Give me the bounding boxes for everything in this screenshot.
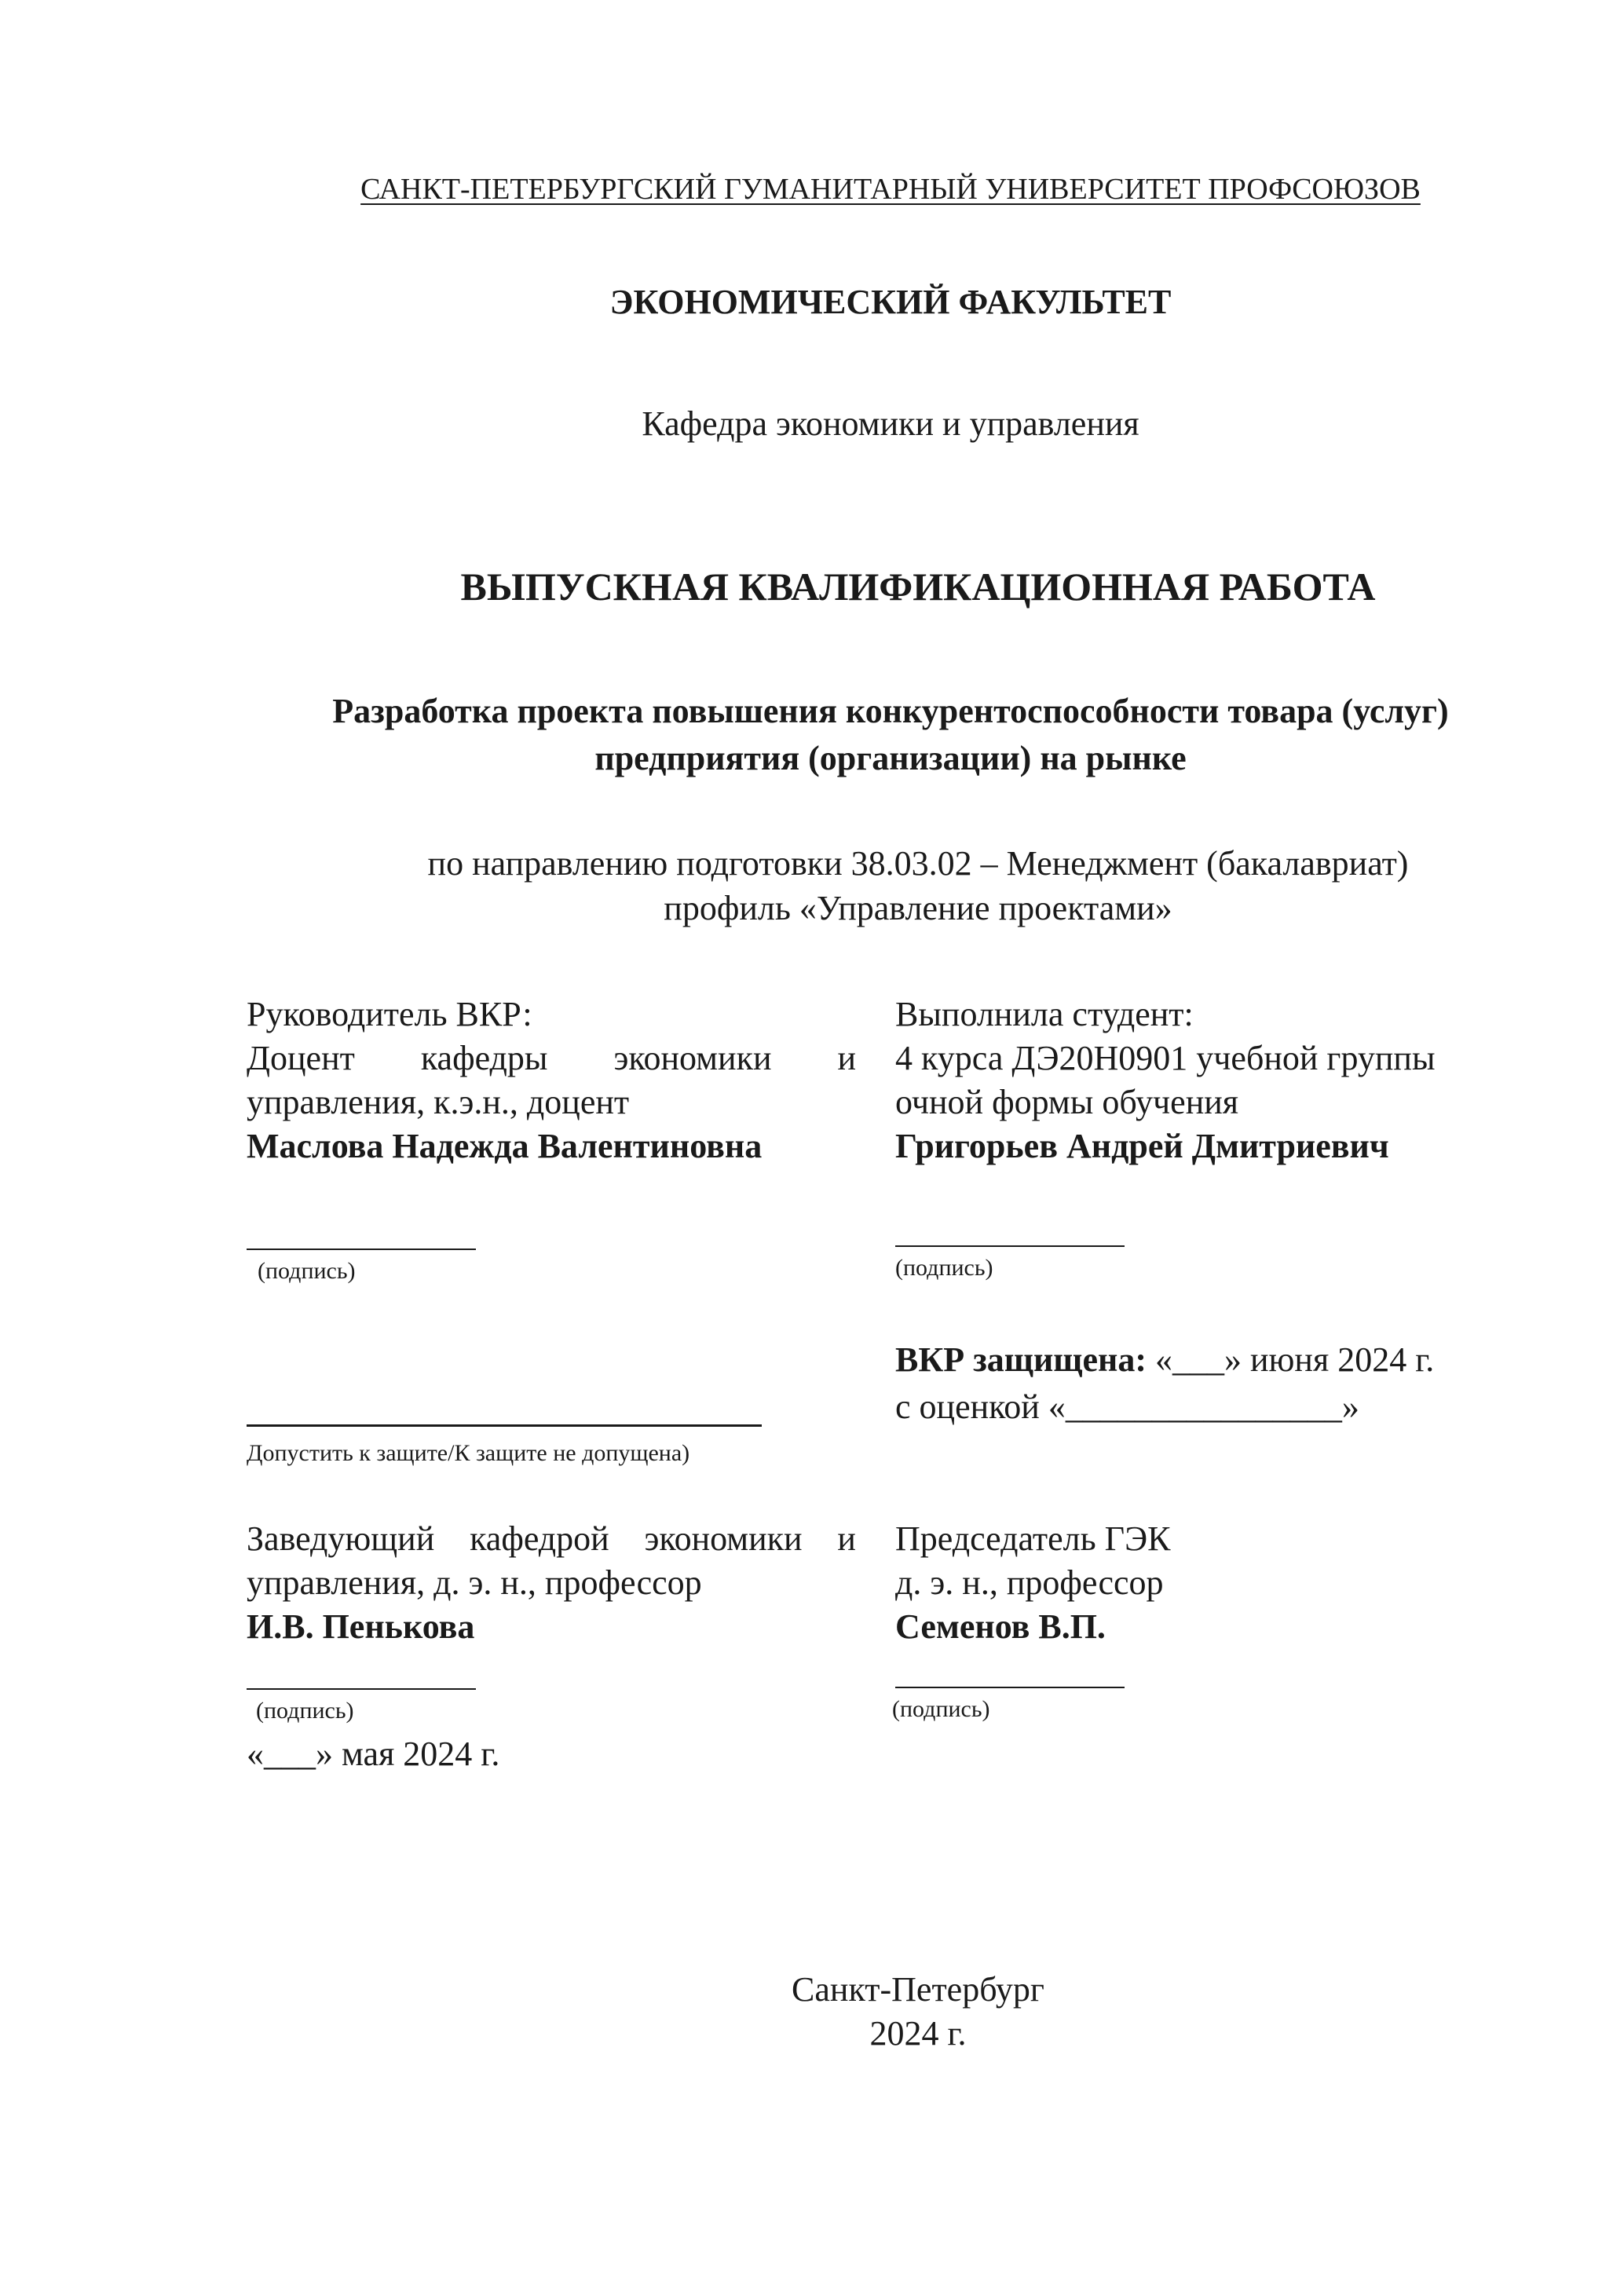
defense-label: ВКР защищена: <box>895 1340 1147 1379</box>
head-position-line-2: управления, д. э. н., профессор <box>247 1563 702 1602</box>
head-date: «___» мая 2024 г. <box>247 1735 500 1773</box>
head-position-word: кафедрой <box>470 1519 609 1558</box>
head-position-word: экономики <box>644 1519 803 1558</box>
faculty-name: ЭКОНОМИЧЕСКИЙ ФАКУЛЬТЕТ <box>609 283 1172 321</box>
student-name: Григорьев Андрей Дмитриевич <box>895 1127 1389 1165</box>
head-signature-line <box>247 1688 476 1690</box>
study-direction: по направлению подготовки 38.03.02 – Менеджмент (бакалавриат) <box>427 844 1409 883</box>
supervisor-position-word: и <box>837 1039 856 1077</box>
head-position-line-1 <box>247 1519 856 1558</box>
supervisor-signature-label: (подпись) <box>258 1258 356 1284</box>
head-signature-label: (подпись) <box>256 1698 354 1724</box>
footer-year: 2024 г. <box>869 2014 967 2053</box>
supervisor-signature-line <box>247 1249 476 1250</box>
chairman-position-line-2: д. э. н., профессор <box>895 1563 1164 1602</box>
footer-city: Санкт-Петербург <box>792 1970 1044 2009</box>
study-profile: профиль «Управление проектами» <box>664 889 1172 927</box>
supervisor-position-word: кафедры <box>420 1039 548 1077</box>
university-name: САНКТ-ПЕТЕРБУРГСКИЙ ГУМАНИТАРНЫЙ УНИВЕРСИТЕТ ПРОФСОЮЗОВ <box>360 173 1421 206</box>
head-position-word: и <box>837 1519 856 1558</box>
chairman-signature-line <box>895 1687 1125 1688</box>
admission-signature-line <box>247 1424 762 1427</box>
student-signature-label: (подпись) <box>895 1255 993 1281</box>
head-name: И.В. Пенькова <box>247 1607 475 1646</box>
supervisor-label: Руководитель ВКР: <box>247 995 532 1033</box>
defense-grade: с оценкой «________________» <box>895 1387 1359 1426</box>
supervisor-position-line-2: управления, к.э.н., доцент <box>247 1083 630 1121</box>
chairman-position-line-1: Председатель ГЭК <box>895 1519 1171 1558</box>
chairman-signature-label: (подпись) <box>892 1696 990 1722</box>
supervisor-position-word: экономики <box>613 1039 772 1077</box>
student-group: 4 курса ДЭ20Н0901 учебной группы <box>895 1039 1436 1077</box>
supervisor-name: Маслова Надежда Валентиновна <box>247 1127 763 1165</box>
supervisor-position-word: Доцент <box>247 1039 355 1077</box>
chairman-name: Семенов В.П. <box>895 1607 1106 1646</box>
student-study-form: очной формы обучения <box>895 1083 1239 1121</box>
topic-line-1: Разработка проекта повышения конкурентоспособности товара (услуг) <box>332 692 1449 730</box>
supervisor-position-line-1 <box>247 1041 856 1076</box>
student-signature-line <box>895 1245 1125 1247</box>
defense-date: «___» июня 2024 г. <box>1155 1340 1435 1379</box>
document-type: ВЫПУСКНАЯ КВАЛИФИКАЦИОННАЯ РАБОТА <box>460 565 1376 609</box>
admission-label: Допустить к защите/К защите не допущена) <box>247 1440 690 1466</box>
head-position-word: Заведующий <box>247 1519 435 1558</box>
topic-line-2: предприятия (организации) на рынке <box>594 739 1187 777</box>
student-label: Выполнила студент: <box>895 995 1194 1033</box>
department-name: Кафедра экономики и управления <box>642 404 1139 443</box>
defense-date-line <box>895 1340 1435 1379</box>
